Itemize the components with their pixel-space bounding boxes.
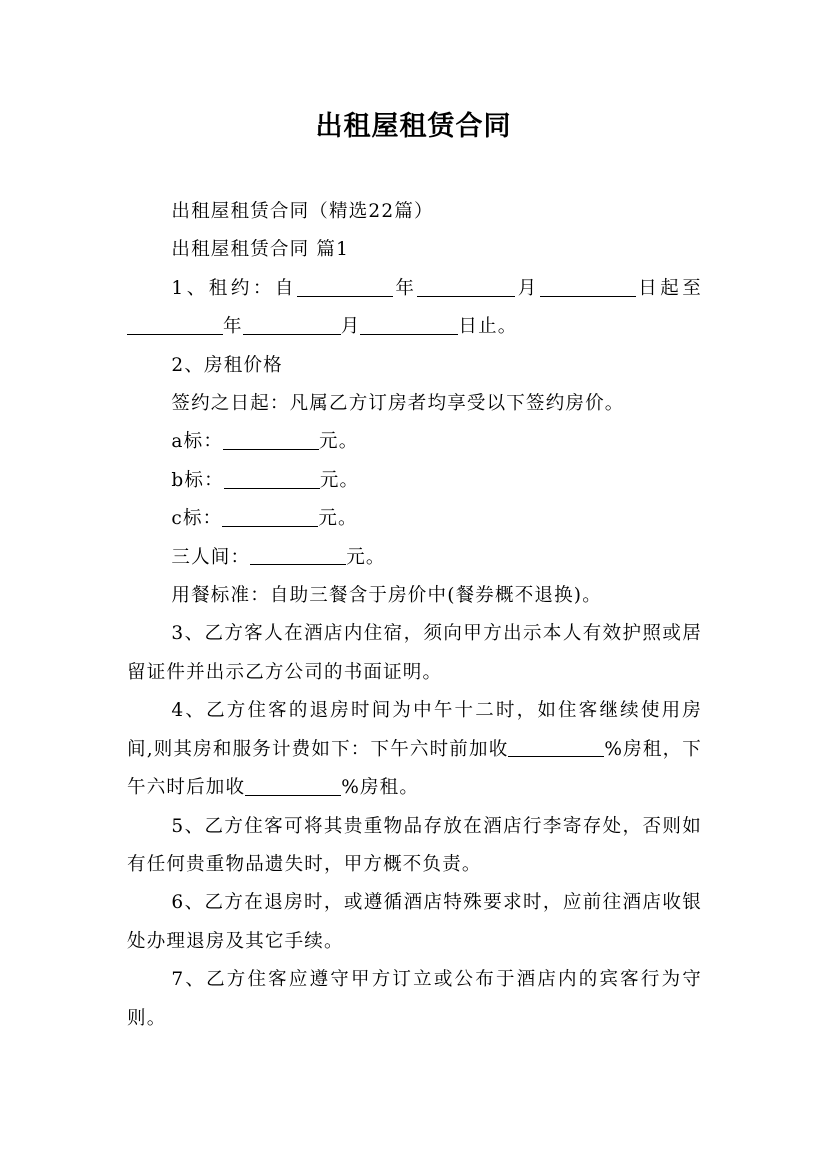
subtitle-line: 出租屋租赁合同（精选22篇） [171,201,434,222]
rate-triple-label: 三人间： [171,546,251,568]
blank-day-start [540,277,636,297]
clause-1-year-end: 年 [223,316,243,338]
rate-b-label: b标： [171,469,224,491]
clause-4 [127,692,702,807]
rate-c-unit: 元。 [318,508,358,530]
rate-triple [127,539,702,577]
blank-pct-after-six [245,776,341,796]
clause-1-month-end: 月 [340,316,361,338]
blank-year-start [297,277,393,297]
clause-1-day-end: 日止。 [458,316,518,338]
clause-5: 5、乙方住客可将其贵重物品存放在酒店行李寄存处，否则如有任何贵重物品遗失时，甲方概不负责。 [127,815,702,875]
meal-line: 用餐标准：自助三餐含于房价中(餐券概不退换)。 [171,585,602,607]
clause-6: 6、乙方在退房时，或遵循酒店特殊要求时，应前往酒店收银处办理退房及其它手续。 [127,892,702,952]
section-heading: 出租屋租赁合同 篇1 [171,239,350,261]
clause-1-day-start: 日起至 [635,277,703,299]
blank-rate-c [222,508,318,528]
blank-rate-a [223,431,319,451]
blank-day-end [360,315,458,335]
rate-triple-unit: 元。 [346,546,386,568]
rate-a-label: a标： [171,431,224,453]
sign-line: 签约之日起：凡属乙方订房者均享受以下签约房价。 [171,393,625,415]
clause-1 [127,270,702,347]
rate-c-label: c标： [171,508,223,530]
rate-a-unit: 元。 [319,431,359,453]
blank-rate-triple [250,546,346,566]
clause-4-part1: 4、乙方住客的退房时间为中午十二时，如住客继续使用房间,则其房和服务计费如下：下午六时前加收 [127,700,702,760]
blank-month-start [417,277,515,297]
blank-year-end [127,315,223,335]
clause-2-heading: 2、房租价格 [171,354,283,376]
clause-1-year: 年 [393,277,418,299]
document-body [127,193,702,1038]
blank-month-end [243,315,341,335]
blank-rate-b [224,469,320,489]
rate-c [127,500,702,538]
document-title: 出租屋租赁合同 [315,111,512,142]
clause-7: 7、乙方住客应遵守甲方订立或公布于酒店内的宾客行为守则。 [127,969,702,1029]
rate-b-unit: 元。 [319,469,360,491]
clause-1-month: 月 [515,277,540,299]
clause-4-pct1: %房租，下午六时后加收 [127,738,702,799]
clause-1-prefix: 1、租约：自 [171,277,297,299]
rate-a [127,423,702,461]
clause-4-pct2: %房租。 [341,777,420,799]
clause-3: 3、乙方客人在酒店内住宿，须向甲方出示本人有效护照或居留证件并出示乙方公司的书面证明。 [127,623,702,683]
rate-b [127,462,702,500]
blank-pct-before-six [508,738,604,758]
